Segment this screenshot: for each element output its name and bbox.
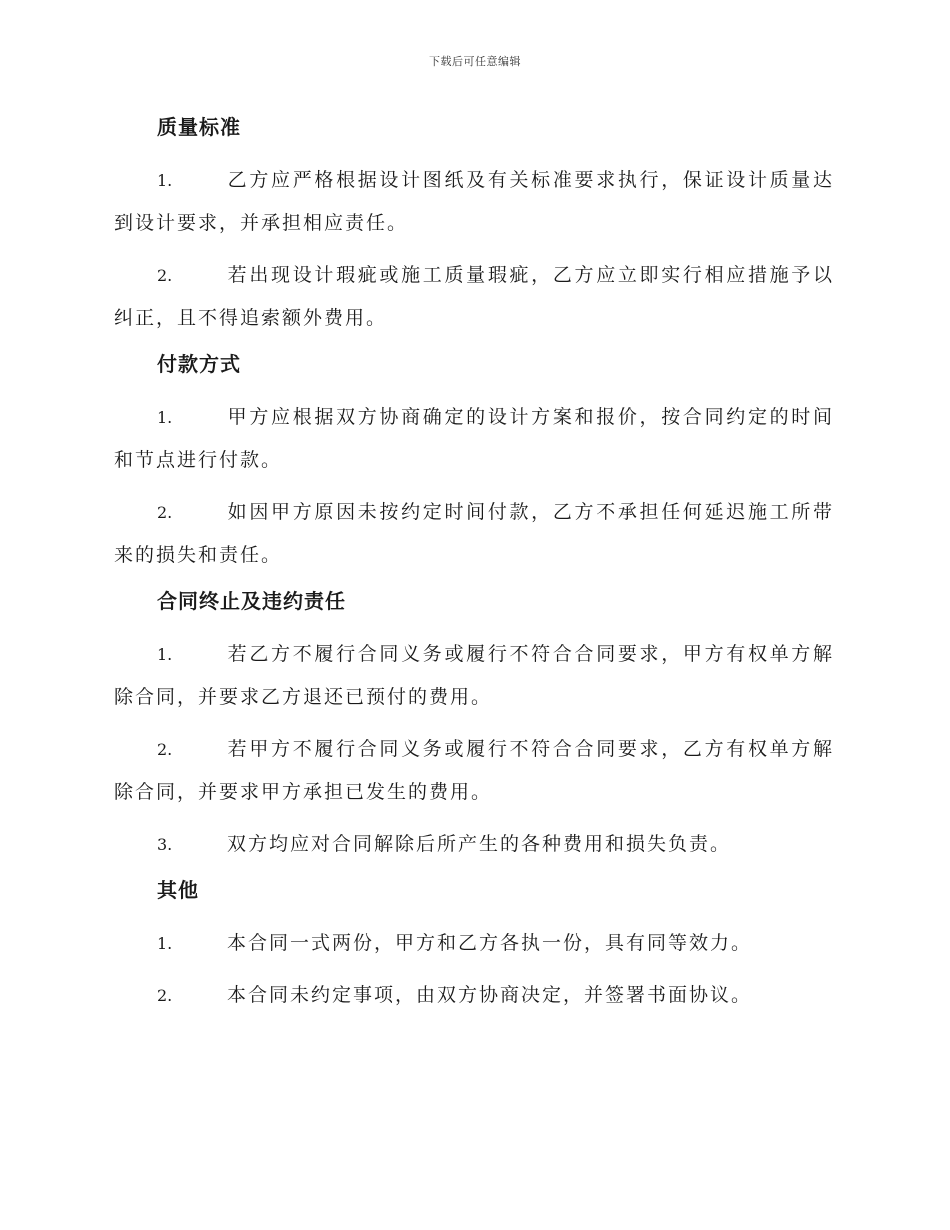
clause-number: 3. — [157, 835, 173, 854]
clause-number: 1. — [157, 645, 173, 664]
clause-number: 1. — [157, 408, 173, 427]
clause-item — [114, 728, 834, 814]
clause-item — [114, 974, 834, 1017]
page-header: 下载后可任意编辑 — [429, 55, 521, 68]
clause-text: 乙方应严格根据设计图纸及有关标准要求执行，保证设计质量达到设计要求，并承担相应责任。 — [114, 169, 834, 234]
clause-item — [114, 491, 834, 577]
clause-number: 2. — [157, 740, 173, 759]
document-body — [114, 112, 834, 1026]
section-heading: 付款方式 — [157, 352, 241, 376]
section-termination-liability — [114, 586, 834, 866]
section-payment-method — [114, 349, 834, 577]
clause-item — [114, 633, 834, 719]
section-other — [114, 875, 834, 1017]
clause-text: 若甲方不履行合同义务或履行不符合合同要求，乙方有权单方解除合同，并要求甲方承担已发生的费用。 — [114, 738, 834, 803]
clause-item — [114, 823, 834, 866]
clause-number: 2. — [157, 503, 173, 522]
clause-text: 若出现设计瑕疵或施工质量瑕疵，乙方应立即实行相应措施予以纠正，且不得追索额外费用。 — [114, 264, 834, 329]
clause-item — [114, 922, 834, 965]
section-heading: 质量标准 — [157, 115, 241, 139]
section-heading: 其他 — [157, 878, 199, 902]
clause-number: 2. — [157, 266, 173, 285]
clause-text: 双方均应对合同解除后所产生的各种费用和损失负责。 — [227, 833, 732, 855]
clause-number: 1. — [157, 171, 173, 190]
section-heading: 合同终止及违约责任 — [157, 589, 346, 613]
clause-number: 2. — [157, 986, 173, 1005]
clause-text: 本合同未约定事项，由双方协商决定，并签署书面协议。 — [227, 984, 753, 1006]
clause-number: 1. — [157, 934, 173, 953]
clause-text: 若乙方不履行合同义务或履行不符合合同要求，甲方有权单方解除合同，并要求乙方退还已预付的费用。 — [114, 643, 834, 708]
clause-item — [114, 159, 834, 245]
clause-item — [114, 254, 834, 340]
clause-text: 甲方应根据双方协商确定的设计方案和报价，按合同约定的时间和节点进行付款。 — [114, 406, 834, 471]
clause-item — [114, 396, 834, 482]
section-quality-standard — [114, 112, 834, 340]
clause-text: 本合同一式两份，甲方和乙方各执一份，具有同等效力。 — [227, 932, 753, 954]
clause-text: 如因甲方原因未按约定时间付款，乙方不承担任何延迟施工所带来的损失和责任。 — [114, 501, 834, 566]
